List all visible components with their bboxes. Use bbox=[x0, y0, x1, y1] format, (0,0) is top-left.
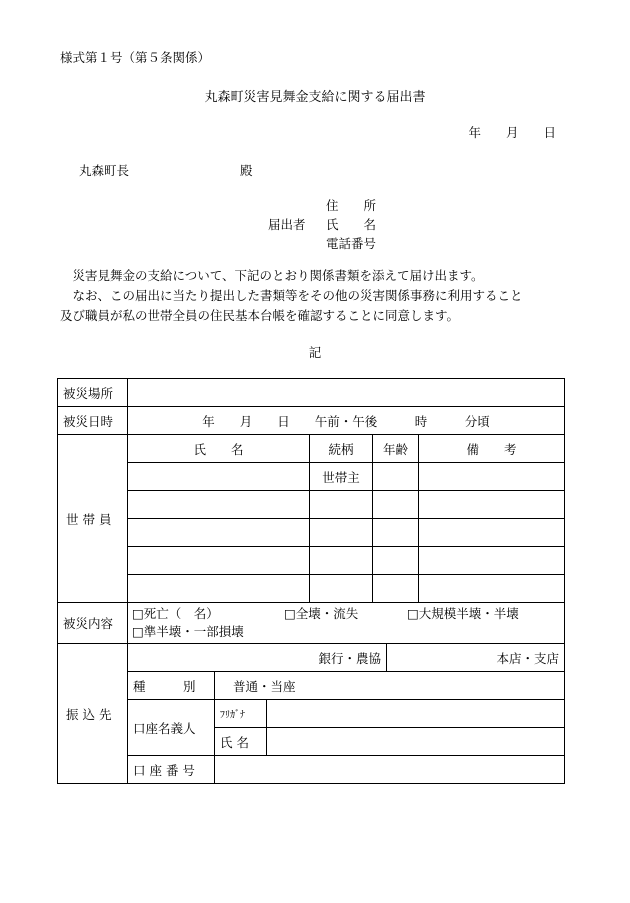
household-row bbox=[58, 575, 565, 603]
household-name-cell[interactable] bbox=[128, 575, 310, 603]
damage-option-total-loss[interactable]: □全壊・流失 bbox=[284, 606, 359, 621]
addressee-honorific: 殿 bbox=[240, 163, 253, 178]
transfer-label: 振 込 先 bbox=[58, 644, 128, 784]
furigana-field[interactable] bbox=[267, 700, 565, 728]
household-relation-cell[interactable] bbox=[310, 519, 373, 547]
household-relation-cell[interactable] bbox=[310, 491, 373, 519]
household-notes-cell[interactable] bbox=[419, 547, 565, 575]
damage-option-major-half[interactable]: □大規模半壊・半壊 bbox=[407, 606, 519, 621]
holder-name-field[interactable] bbox=[267, 728, 565, 756]
damage-label: 被災内容 bbox=[58, 603, 128, 644]
household-relation-cell: 世帯主 bbox=[310, 463, 373, 491]
household-notes-cell[interactable] bbox=[419, 463, 565, 491]
household-age-cell[interactable] bbox=[373, 463, 419, 491]
household-header-age: 年齢 bbox=[373, 435, 419, 463]
consent-line-2: 及び職員が私の世帯全員の住民基本台帳を確認することに同意します。 bbox=[60, 308, 460, 323]
applicant-label: 届出者 bbox=[268, 217, 306, 232]
disaster-place-label: 被災場所 bbox=[58, 379, 128, 407]
account-type-row bbox=[58, 672, 565, 700]
furigana-label: ﾌﾘｶﾞﾅ bbox=[215, 700, 267, 728]
ki-heading: 記 bbox=[308, 345, 322, 360]
disaster-place-field[interactable] bbox=[128, 379, 565, 407]
holder-label: 口座名義人 bbox=[128, 700, 215, 756]
household-header-name: 氏 名 bbox=[128, 435, 310, 463]
document-title: 丸森町災害見舞金支給に関する届出書 bbox=[204, 90, 426, 105]
bank-row bbox=[58, 644, 565, 672]
name-label: 氏 名 bbox=[326, 217, 377, 232]
damage-options-line-2 bbox=[132, 623, 560, 641]
household-row bbox=[58, 491, 565, 519]
disaster-place-row bbox=[58, 379, 565, 407]
account-number-row bbox=[58, 756, 565, 784]
branch-field[interactable]: 本店・支店 bbox=[387, 644, 565, 672]
damage-options bbox=[128, 603, 565, 644]
statement-paragraph: 災害見舞金の支給について、下記のとおり関係書類を添えて届け出ます。 bbox=[72, 268, 484, 283]
household-notes-cell[interactable] bbox=[419, 575, 565, 603]
disaster-date-field[interactable]: 年 月 日 午前・午後 時 分頃 bbox=[128, 407, 565, 435]
account-type-label: 種 別 bbox=[128, 672, 215, 700]
consent-line-1: なお、この届出に当たり提出した書類等をその他の災害関係事務に利用すること bbox=[72, 288, 523, 303]
damage-row bbox=[58, 603, 565, 644]
household-name-cell[interactable] bbox=[128, 463, 310, 491]
household-name-cell[interactable] bbox=[128, 519, 310, 547]
damage-options-line-1 bbox=[132, 605, 560, 623]
phone-label: 電話番号 bbox=[326, 236, 377, 251]
household-header-row bbox=[58, 435, 565, 463]
household-age-cell[interactable] bbox=[373, 575, 419, 603]
household-header-relation: 続柄 bbox=[310, 435, 373, 463]
account-type-field[interactable]: 普通・当座 bbox=[215, 672, 565, 700]
household-name-cell[interactable] bbox=[128, 491, 310, 519]
application-form-table bbox=[57, 378, 565, 784]
household-header-notes: 備 考 bbox=[419, 435, 565, 463]
household-relation-cell[interactable] bbox=[310, 575, 373, 603]
bank-field[interactable]: 銀行・農協 bbox=[128, 644, 387, 672]
household-notes-cell[interactable] bbox=[419, 519, 565, 547]
address-label: 住 所 bbox=[326, 198, 377, 213]
addressee-name: 丸森町長 bbox=[79, 163, 130, 178]
holder-furigana-row bbox=[58, 700, 565, 728]
household-row bbox=[58, 463, 565, 491]
damage-option-partial[interactable]: □準半壊・一部損壊 bbox=[132, 624, 244, 639]
household-row bbox=[58, 547, 565, 575]
disaster-date-label: 被災日時 bbox=[58, 407, 128, 435]
household-row bbox=[58, 519, 565, 547]
household-age-cell[interactable] bbox=[373, 547, 419, 575]
household-notes-cell[interactable] bbox=[419, 491, 565, 519]
household-age-cell[interactable] bbox=[373, 519, 419, 547]
body-text bbox=[60, 266, 575, 326]
holder-name-label: 氏 名 bbox=[215, 728, 267, 756]
household-name-cell[interactable] bbox=[128, 547, 310, 575]
disaster-date-row bbox=[58, 407, 565, 435]
household-age-cell[interactable] bbox=[373, 491, 419, 519]
form-number: 様式第１号（第５条関係） bbox=[60, 50, 211, 65]
account-number-field[interactable] bbox=[215, 756, 565, 784]
account-number-label: 口 座 番 号 bbox=[128, 756, 215, 784]
household-relation-cell[interactable] bbox=[310, 547, 373, 575]
damage-option-death[interactable]: □死亡（ 名） bbox=[132, 606, 219, 621]
date-line: 年 月 日 bbox=[468, 125, 556, 140]
household-label: 世 帯 員 bbox=[58, 435, 128, 603]
